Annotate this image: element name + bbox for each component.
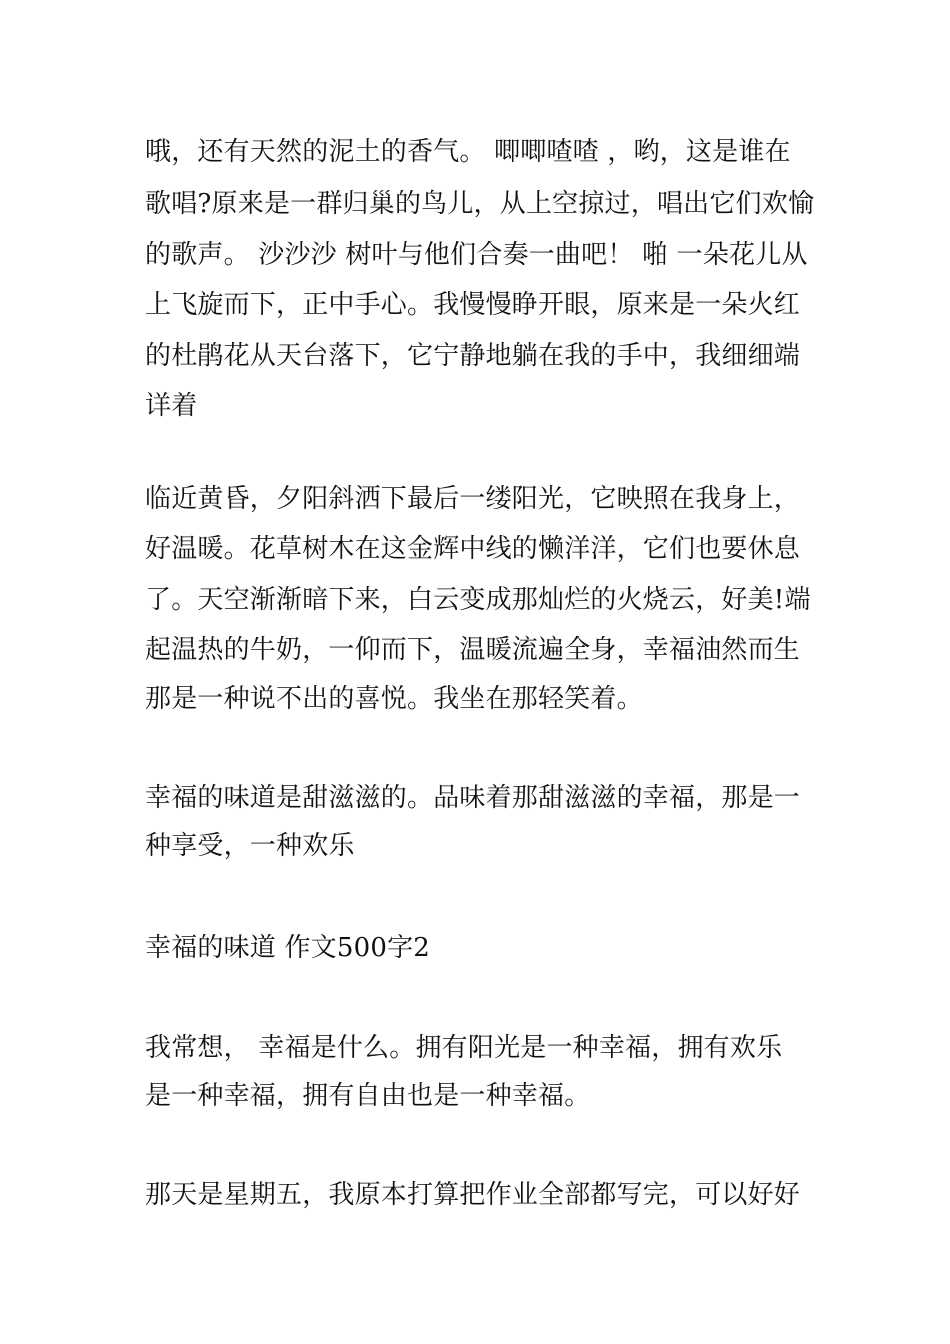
paragraph-1-line-6: 详着 [145, 391, 198, 421]
paragraph-2-line-5: 那是一种说不出的喜悦。我坐在那轻笑着。 [145, 684, 643, 714]
paragraph-1-line-4: 上飞旋而下，正中手心。我慢慢睁开眼，原来是一朵火红 [145, 290, 801, 320]
paragraph-2-line-1: 临近黄昏，夕阳斜洒下最后一缕阳光，它映照在我身上， [145, 484, 801, 514]
paragraph-1-line-3: 的歌声。 沙沙沙 树叶与他们合奏一曲吧！ 啪 一朵花儿从 [145, 240, 808, 270]
paragraph-2-line-3: 了。天空渐渐暗下来，白云变成那灿烂的火烧云，好美!端 [145, 585, 811, 615]
paragraph-1-line-1: 哦，还有天然的泥土的香气。 唧唧喳喳 ，哟，这是谁在 [145, 137, 791, 167]
paragraph-2-line-4: 起温热的牛奶，一仰而下，温暖流遍全身，幸福油然而生 [145, 635, 801, 665]
paragraph-3-line-1: 幸福的味道是甜滋滋的。品味着那甜滋滋的幸福，那是一 [145, 783, 801, 813]
paragraph-4-line-2: 是一种幸福，拥有自由也是一种幸福。 [145, 1081, 591, 1111]
paragraph-2-line-2: 好温暖。花草树木在这金辉中线的懒洋洋，它们也要休息 [145, 534, 801, 564]
paragraph-4-line-1: 我常想， 幸福是什么。拥有阳光是一种幸福，拥有欢乐 [145, 1033, 783, 1063]
paragraph-3-line-2: 种享受，一种欢乐 [145, 831, 355, 861]
paragraph-1-line-2: 歌唱?原来是一群归巢的鸟儿，从上空掠过，唱出它们欢愉 [145, 189, 815, 219]
section-heading: 幸福的味道 作文500字2 [145, 933, 431, 963]
paragraph-1-line-5: 的杜鹃花从天台落下，它宁静地躺在我的手中，我细细端 [145, 341, 801, 371]
paragraph-5-line-1: 那天是星期五，我原本打算把作业全部都写完，可以好好 [145, 1180, 801, 1210]
